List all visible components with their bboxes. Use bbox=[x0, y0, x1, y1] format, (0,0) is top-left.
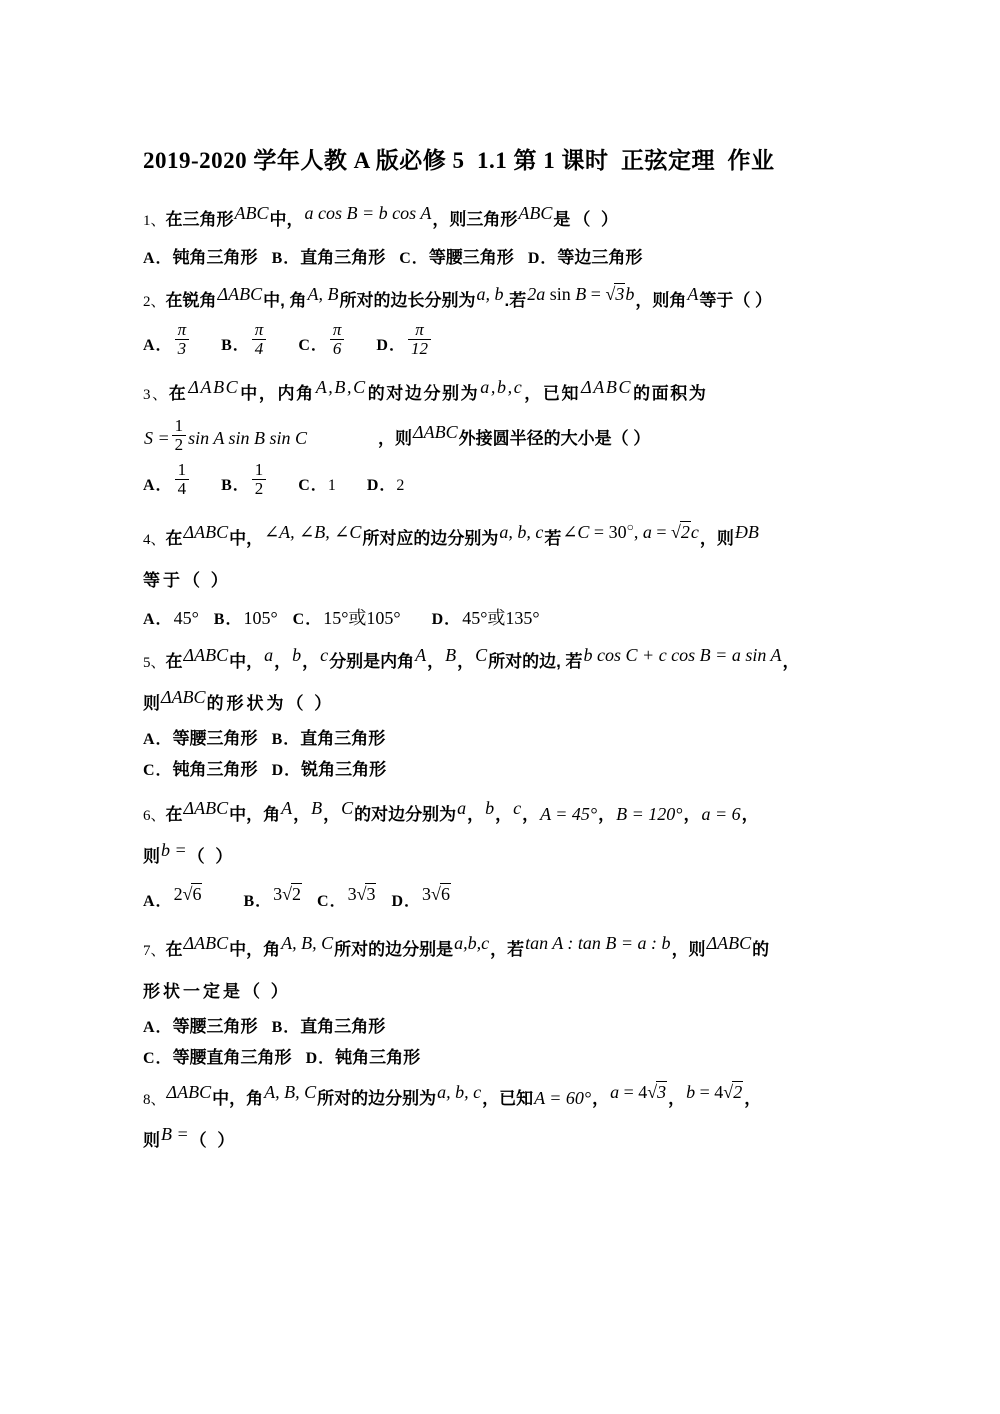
option-label: C． bbox=[143, 1050, 173, 1068]
math-expr: A bbox=[687, 284, 699, 305]
formula-fraction bbox=[170, 417, 189, 454]
option-text: 45° bbox=[173, 608, 199, 629]
option-text: 等腰三角形 bbox=[428, 248, 514, 268]
option-text: 锐角三角形 bbox=[301, 760, 387, 780]
stem-text: 是（ ） bbox=[553, 210, 622, 230]
math-expr: a cos B = b cos A bbox=[304, 203, 432, 224]
option-a[interactable] bbox=[143, 724, 258, 755]
question-8 bbox=[143, 1078, 873, 1161]
option-text: 15°或105° bbox=[323, 608, 401, 629]
stem-text: 所对的边分别是 bbox=[334, 940, 454, 960]
stem-text: ， bbox=[741, 805, 759, 825]
option-b[interactable] bbox=[221, 462, 268, 509]
question-1-options bbox=[143, 241, 873, 276]
option-text: 直角三角形 bbox=[300, 729, 386, 749]
fraction-numerator: π bbox=[415, 320, 424, 340]
question-2-number: 2、 bbox=[143, 294, 166, 311]
stem-text: 的面积为 bbox=[633, 384, 708, 404]
stem-text: 中, 角 bbox=[263, 291, 307, 311]
option-label: A． bbox=[143, 250, 173, 268]
stem-text: .若 bbox=[504, 291, 527, 311]
stem-text: ， bbox=[522, 805, 540, 825]
option-label: C． bbox=[298, 477, 328, 495]
option-label: D． bbox=[271, 762, 302, 780]
option-label: B． bbox=[213, 611, 243, 629]
stem-text: ， bbox=[495, 805, 513, 825]
option-fraction bbox=[406, 321, 433, 358]
option-a[interactable] bbox=[143, 462, 191, 509]
option-text: 等腰三角形 bbox=[172, 729, 258, 749]
option-a[interactable] bbox=[143, 322, 191, 369]
option-a[interactable] bbox=[143, 877, 203, 925]
option-b[interactable] bbox=[272, 724, 386, 755]
stem-text: ， bbox=[323, 805, 341, 825]
math-expr: ΔABC bbox=[413, 422, 458, 443]
option-d[interactable] bbox=[391, 877, 451, 925]
math-expr: B bbox=[311, 798, 323, 819]
option-label: C． bbox=[317, 893, 347, 911]
math-expr: C bbox=[475, 645, 488, 666]
math-expr: A bbox=[281, 798, 293, 819]
formula-lhs: S = bbox=[144, 428, 170, 449]
fraction-denominator: 4 bbox=[252, 339, 267, 358]
stem-text: ， bbox=[293, 805, 311, 825]
stem-text: 中，角 bbox=[212, 1089, 264, 1109]
option-text: 钝角三角形 bbox=[335, 1048, 421, 1068]
math-expr: A = 60° bbox=[534, 1088, 592, 1109]
math-expr: B = 120° bbox=[616, 804, 683, 825]
math-expr: a,b,c bbox=[454, 933, 490, 954]
math-expr: a, b bbox=[476, 284, 504, 305]
option-d[interactable] bbox=[376, 322, 433, 369]
fraction-numerator: 1 bbox=[254, 460, 264, 480]
math-expr-sqrt: 2a sin B = √3b bbox=[527, 284, 635, 305]
math-expr: ΔABC bbox=[183, 522, 229, 543]
option-d[interactable] bbox=[306, 1043, 421, 1074]
question-6-options bbox=[143, 877, 873, 925]
option-label: C． bbox=[292, 611, 323, 629]
option-label: B． bbox=[271, 1019, 301, 1037]
stem-text: 所对的边分别为 bbox=[317, 1089, 437, 1109]
math-expr: ÐB bbox=[734, 522, 759, 543]
stem-text: 则 bbox=[143, 1131, 160, 1151]
option-label: A． bbox=[143, 611, 173, 629]
option-text: 钝角三角形 bbox=[172, 248, 258, 268]
radical-coefficient: 2 bbox=[173, 884, 183, 905]
math-expr: a bbox=[264, 645, 274, 666]
option-label: C． bbox=[143, 762, 173, 780]
option-d[interactable] bbox=[432, 601, 541, 637]
question-7-stem-cont bbox=[143, 971, 873, 1012]
stem-text: ，则 bbox=[671, 940, 706, 960]
math-expr: B = bbox=[161, 1124, 189, 1145]
math-expr-sqrt: b = 4√2 bbox=[686, 1082, 743, 1103]
fraction-numerator: π bbox=[332, 320, 342, 340]
fraction-numerator: π bbox=[177, 320, 187, 340]
stem-text: 中， bbox=[229, 529, 264, 549]
question-3-number: 3、 bbox=[143, 387, 169, 404]
stem-text: 在 bbox=[165, 529, 183, 549]
radical-coefficient: 3 bbox=[273, 884, 283, 905]
option-label: A． bbox=[143, 1019, 173, 1037]
option-a[interactable] bbox=[143, 601, 200, 637]
stem-text: 等于（ ） bbox=[143, 571, 231, 591]
fraction-denominator: 4 bbox=[175, 479, 190, 498]
math-expr: a = 6 bbox=[701, 804, 741, 825]
math-expr: A bbox=[415, 645, 427, 666]
stem-text: 在锐角 bbox=[165, 291, 217, 311]
math-expr: ΔABC bbox=[166, 1082, 212, 1103]
question-6-stem-cont bbox=[143, 836, 873, 877]
stem-text: 中， bbox=[229, 652, 264, 672]
option-text: 105° bbox=[243, 608, 278, 629]
option-label: C． bbox=[399, 250, 429, 268]
fraction-numerator: 1 bbox=[174, 416, 184, 436]
fraction-denominator: 12 bbox=[408, 339, 431, 358]
area-formula bbox=[143, 416, 308, 454]
option-radical: 3√2 bbox=[273, 884, 302, 905]
stem-text: 所对的边, 若 bbox=[488, 652, 583, 672]
option-b[interactable] bbox=[243, 877, 303, 925]
math-expr: tan A : tan B = a : b bbox=[525, 933, 671, 954]
option-text: 1 bbox=[327, 477, 337, 495]
option-c[interactable] bbox=[298, 462, 337, 509]
stem-text: 在 bbox=[165, 805, 183, 825]
stem-text: ， bbox=[598, 805, 616, 825]
math-expr: A, B, C bbox=[281, 933, 334, 954]
option-b[interactable] bbox=[272, 241, 386, 276]
stem-text: 在 bbox=[168, 384, 188, 404]
stem-text: 则 bbox=[143, 694, 160, 714]
option-b[interactable] bbox=[214, 601, 279, 637]
option-d[interactable] bbox=[367, 462, 406, 509]
math-expr: ΔABC bbox=[183, 798, 229, 819]
question-1 bbox=[143, 199, 873, 276]
math-expr: ΔABC bbox=[161, 687, 206, 708]
stem-text: 中，角 bbox=[229, 940, 281, 960]
math-expr: c bbox=[320, 645, 329, 666]
option-radical: 3√3 bbox=[347, 884, 376, 905]
math-expr: ABC bbox=[518, 203, 553, 224]
option-d[interactable] bbox=[272, 755, 387, 786]
stem-text: ， bbox=[427, 652, 445, 672]
math-expr: a, b, c bbox=[499, 522, 544, 543]
math-expr: B bbox=[445, 645, 457, 666]
stem-text: ， bbox=[744, 1089, 762, 1109]
option-label: D． bbox=[391, 893, 422, 911]
question-4 bbox=[143, 513, 873, 637]
option-fraction bbox=[173, 321, 192, 358]
question-5 bbox=[143, 641, 873, 786]
option-label: D． bbox=[305, 1050, 336, 1068]
question-6-number: 6、 bbox=[143, 808, 166, 825]
worksheet-page bbox=[143, 148, 873, 1165]
math-expr: c bbox=[513, 798, 522, 819]
option-label: B． bbox=[271, 250, 301, 268]
question-8-stem-cont bbox=[143, 1120, 873, 1161]
stem-text: 的形状为（ ） bbox=[206, 694, 335, 714]
question-7-number: 7、 bbox=[143, 943, 166, 960]
question-4-stem-cont bbox=[143, 560, 873, 601]
option-fraction bbox=[173, 461, 192, 498]
math-expr: ∠A, ∠B, ∠C bbox=[264, 522, 362, 543]
radicand: 3 bbox=[366, 884, 376, 905]
radicand: 6 bbox=[192, 884, 202, 905]
question-7-options-row-1 bbox=[143, 1012, 873, 1043]
stem-text: 中， bbox=[269, 210, 304, 230]
option-label: C． bbox=[298, 337, 328, 355]
stem-text: ， bbox=[782, 652, 800, 672]
fraction-numerator: 1 bbox=[177, 460, 187, 480]
math-expr: A = 45° bbox=[540, 804, 598, 825]
option-c[interactable] bbox=[298, 322, 346, 369]
question-1-number: 1、 bbox=[143, 213, 166, 230]
question-3-options bbox=[143, 462, 873, 509]
formula-rhs: sin A sin B sin C bbox=[188, 428, 308, 449]
option-label: D． bbox=[527, 250, 558, 268]
question-2-stem bbox=[143, 280, 873, 322]
stem-text: ， bbox=[274, 652, 292, 672]
option-text: 等腰直角三角形 bbox=[172, 1048, 292, 1068]
option-radical: 2√6 bbox=[173, 884, 202, 905]
question-7-options bbox=[143, 1012, 873, 1074]
stem-text: 所对应的边分别为 bbox=[362, 529, 499, 549]
fraction-denominator: 3 bbox=[175, 339, 190, 358]
question-4-stem bbox=[143, 513, 873, 560]
question-5-options-row-1 bbox=[143, 724, 873, 755]
math-expr: ΔABC bbox=[188, 377, 240, 398]
stem-text: 在 bbox=[165, 652, 183, 672]
stem-text: ， bbox=[683, 805, 701, 825]
option-label: D． bbox=[376, 337, 406, 355]
stem-text: 所对的边长分别为 bbox=[339, 291, 476, 311]
math-expr: A, B, C bbox=[264, 1082, 317, 1103]
stem-text: ， bbox=[302, 652, 320, 672]
stem-text: 形状一定是（ ） bbox=[143, 982, 291, 1002]
option-b[interactable] bbox=[221, 322, 268, 369]
math-expr: ΔABC bbox=[183, 933, 229, 954]
question-6 bbox=[143, 794, 873, 925]
math-expr: ΔABC bbox=[706, 933, 752, 954]
math-expr: b bbox=[485, 798, 495, 819]
radical-coefficient: 3 bbox=[422, 884, 432, 905]
stem-text: 在三角形 bbox=[165, 210, 234, 230]
question-3 bbox=[143, 373, 873, 509]
option-label: B． bbox=[243, 893, 273, 911]
option-label: B． bbox=[221, 477, 250, 495]
option-radical: 3√6 bbox=[422, 884, 450, 905]
math-expr-sqrt: ∠C = 30○, a = √2c bbox=[562, 520, 699, 543]
question-1-stem bbox=[143, 199, 873, 241]
option-c[interactable] bbox=[293, 601, 402, 637]
stem-text: ，已知 bbox=[482, 1089, 534, 1109]
question-7 bbox=[143, 929, 873, 1074]
option-label: B． bbox=[271, 731, 301, 749]
question-2 bbox=[143, 280, 873, 369]
question-7-options-row-2 bbox=[143, 1043, 873, 1074]
option-label: A． bbox=[143, 337, 173, 355]
fraction-denominator: 6 bbox=[330, 339, 345, 358]
option-b[interactable] bbox=[272, 1012, 386, 1043]
math-expr: b cos C + c cos B = a sin A bbox=[583, 645, 782, 666]
option-a[interactable] bbox=[143, 1012, 258, 1043]
radicand: 2 bbox=[292, 884, 302, 905]
radical-coefficient: 3 bbox=[347, 884, 357, 905]
question-5-stem bbox=[143, 641, 873, 683]
option-text: 直角三角形 bbox=[300, 1017, 386, 1037]
stem-text: 的对边分别为 bbox=[367, 384, 480, 404]
math-expr: a,b,c bbox=[480, 377, 524, 398]
fraction-numerator: π bbox=[254, 320, 264, 340]
math-expr: C bbox=[341, 798, 354, 819]
option-label: A． bbox=[143, 893, 173, 911]
question-5-options bbox=[143, 724, 873, 786]
option-text: 直角三角形 bbox=[300, 248, 386, 268]
stem-text: 的 bbox=[752, 940, 770, 960]
option-text: 钝角三角形 bbox=[172, 760, 258, 780]
stem-text: ， bbox=[668, 1089, 686, 1109]
math-expr: a bbox=[457, 798, 467, 819]
math-expr: b bbox=[292, 645, 302, 666]
option-label: D． bbox=[366, 477, 397, 495]
option-label: A． bbox=[143, 477, 173, 495]
option-text: 45°或135° bbox=[462, 608, 540, 629]
question-5-number: 5、 bbox=[143, 655, 166, 672]
option-fraction bbox=[250, 461, 269, 498]
stem-text: ， bbox=[467, 805, 485, 825]
question-8-stem bbox=[143, 1078, 873, 1120]
stem-text: ，若 bbox=[490, 940, 525, 960]
option-a[interactable] bbox=[143, 241, 258, 276]
option-fraction bbox=[328, 321, 347, 358]
option-c[interactable] bbox=[143, 755, 258, 786]
question-3-stem bbox=[143, 373, 873, 415]
stem-text: 外接圆半径的大小是（ ） bbox=[458, 429, 651, 449]
option-c[interactable] bbox=[317, 877, 377, 925]
option-text: 2 bbox=[396, 477, 406, 495]
option-label: B． bbox=[221, 337, 250, 355]
stem-text: 在 bbox=[165, 940, 183, 960]
math-expr: ABC bbox=[234, 203, 269, 224]
question-2-options bbox=[143, 322, 873, 369]
option-label: D． bbox=[431, 611, 462, 629]
option-d[interactable] bbox=[528, 241, 643, 276]
stem-text: 若 bbox=[544, 529, 562, 549]
stem-text: ，则 bbox=[378, 429, 413, 449]
option-text: 等边三角形 bbox=[557, 248, 643, 268]
math-expr: a, b, c bbox=[437, 1082, 482, 1103]
question-7-stem bbox=[143, 929, 873, 971]
math-expr: b = bbox=[161, 840, 187, 861]
question-3-formula-line bbox=[143, 415, 873, 462]
stem-text: ， bbox=[592, 1089, 610, 1109]
math-expr: A, B bbox=[307, 284, 339, 305]
stem-text: 中，内角 bbox=[240, 384, 315, 404]
option-text: 等腰三角形 bbox=[172, 1017, 258, 1037]
stem-text: ，则 bbox=[699, 529, 734, 549]
math-expr: ΔABC bbox=[183, 645, 229, 666]
stem-text: （ ） bbox=[187, 847, 236, 867]
stem-text: 中，角 bbox=[229, 805, 281, 825]
page-title: 2019-2020 学年人教 A 版必修 5 1.1 第 1 课时 正弦定理 作业 bbox=[143, 148, 775, 173]
question-6-stem bbox=[143, 794, 873, 836]
stem-text: ，则角 bbox=[635, 291, 687, 311]
stem-text: 则 bbox=[143, 847, 160, 867]
question-5-stem-cont bbox=[143, 683, 873, 724]
stem-text: 的对边分别为 bbox=[354, 805, 457, 825]
option-fraction bbox=[250, 321, 269, 358]
math-expr-sqrt: a = 4√3 bbox=[610, 1082, 667, 1103]
stem-text: ，则三角形 bbox=[432, 210, 518, 230]
option-c[interactable] bbox=[143, 1043, 292, 1074]
question-8-number: 8、 bbox=[143, 1092, 166, 1109]
fraction-denominator: 2 bbox=[172, 435, 187, 454]
option-label: A． bbox=[143, 731, 173, 749]
fraction-denominator: 2 bbox=[252, 479, 267, 498]
stem-text: ，已知 bbox=[524, 384, 581, 404]
option-c[interactable] bbox=[399, 241, 514, 276]
question-4-options bbox=[143, 601, 873, 637]
stem-text: 等于（ ） bbox=[699, 291, 773, 311]
stem-text: ， bbox=[457, 652, 475, 672]
stem-text: （ ） bbox=[189, 1131, 238, 1151]
stem-text: 分别是内角 bbox=[329, 652, 415, 672]
radicand: 6 bbox=[440, 884, 450, 905]
math-expr: ΔABC bbox=[581, 377, 633, 398]
math-expr: A,B,C bbox=[315, 377, 367, 398]
math-expr: ΔABC bbox=[217, 284, 263, 305]
question-4-number: 4、 bbox=[143, 532, 166, 549]
question-5-options-row-2 bbox=[143, 755, 873, 786]
